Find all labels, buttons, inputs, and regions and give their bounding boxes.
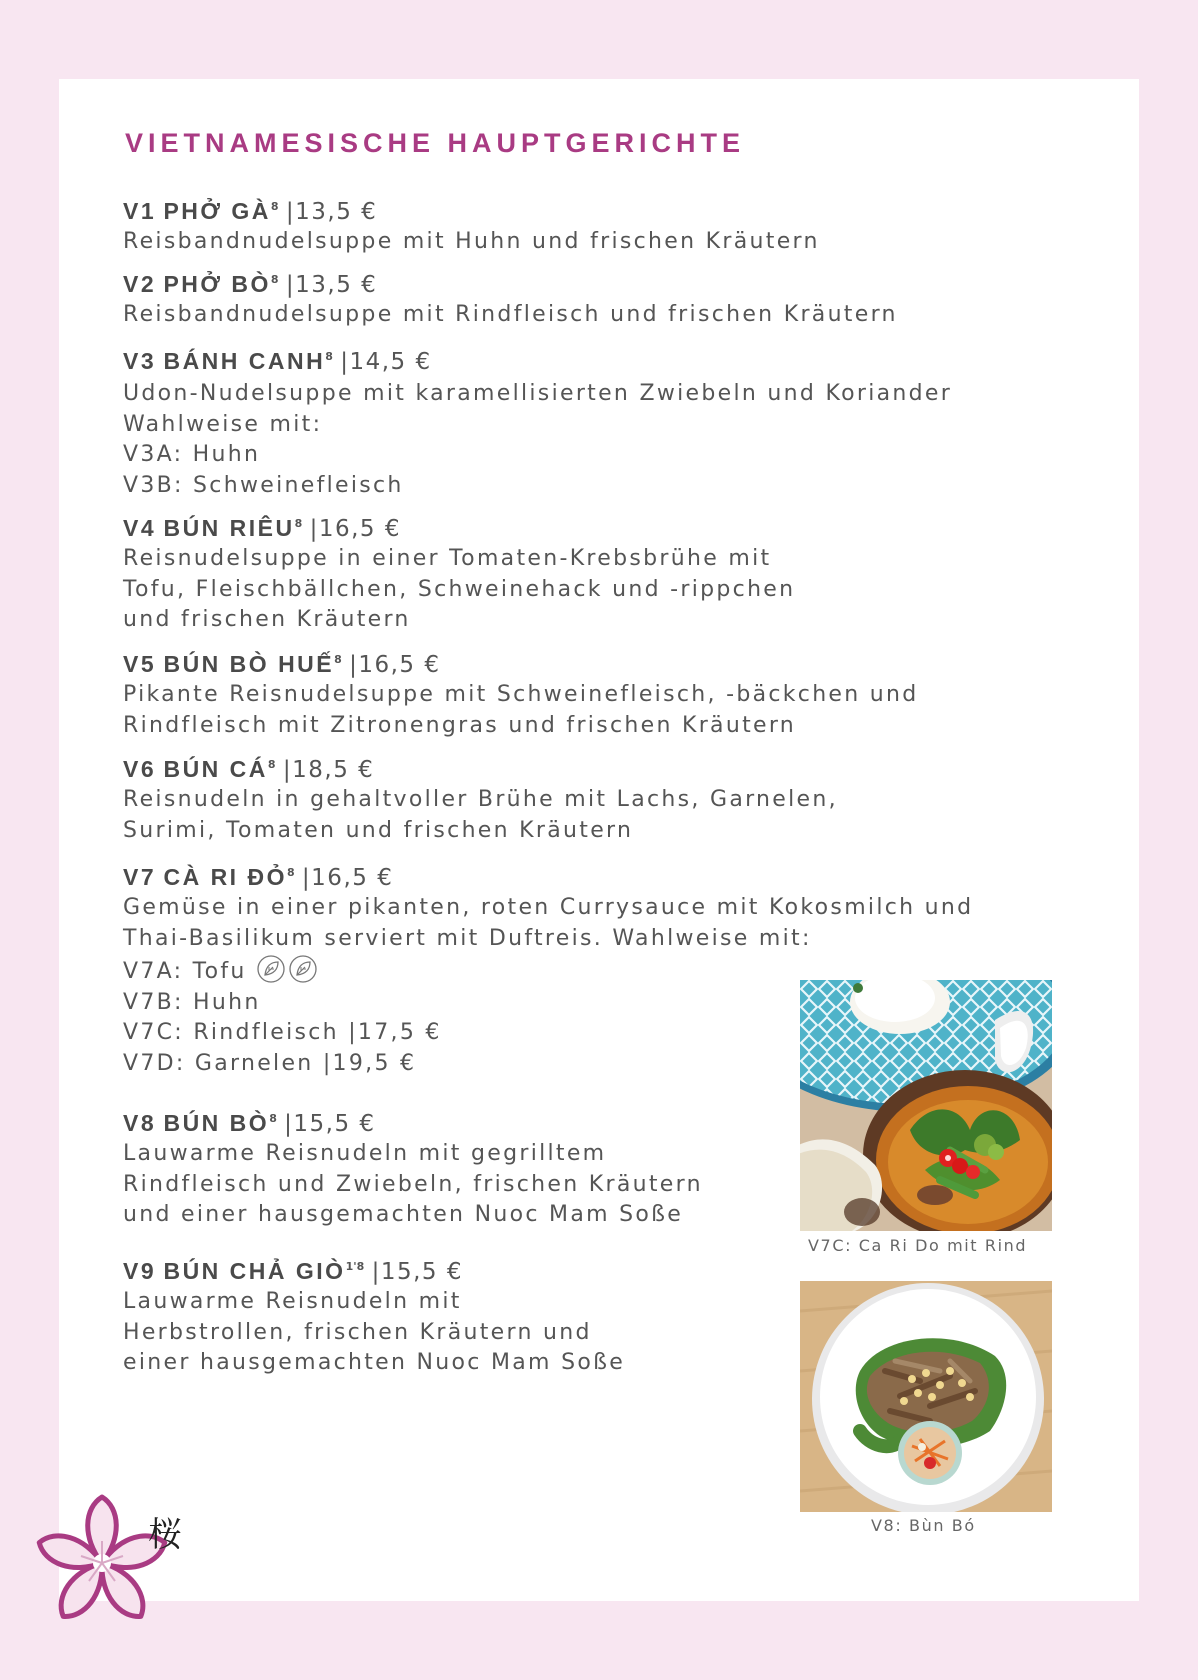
photo-bun-bo — [800, 1281, 1052, 1512]
item-description: Tofu, Fleischbällchen, Schweinehack und -rippchen — [123, 576, 796, 602]
cherry-blossom-logo — [30, 1488, 230, 1638]
item-price: |14,5 € — [340, 349, 432, 375]
item-title: V9 BÚN CHẢ $GIÒ^{1'8}$ |15,5 € — [123, 1258, 463, 1285]
item-title: V5 BÚN BÒ HUẾ$^8$ |16,5 € — [123, 651, 441, 678]
photo-caption: V8: Bùn Bó — [871, 1516, 976, 1535]
item-price: |13,5 € — [285, 272, 378, 298]
item-option-tofu: V7A: Tofu — [123, 954, 1063, 988]
item-price: |16,5 € — [301, 865, 394, 891]
leaf-icon — [256, 954, 286, 984]
item-title: V4 BÚN RIÊU$^8$ |16,5 € — [123, 515, 401, 542]
item-option: V3A: Huhn — [123, 442, 261, 467]
item-title: V8 BÚN $BÒ^8$ |15,5 € — [123, 1110, 376, 1137]
item-title: V7 CÀ RI ĐỎ$^8$ |16,5 € — [123, 864, 394, 891]
item-price: |13,5 € — [285, 199, 378, 225]
section-heading: VIETNAMESISCHE HAUPTGERICHTE — [125, 128, 746, 158]
photo-caption: V7C: Ca Ri Do mit Rind — [808, 1236, 1028, 1255]
leaf-icon — [288, 954, 318, 984]
item-description: und frischen Kräutern — [123, 607, 411, 632]
item-description: Pikante Reisnudelsuppe mit Schweinefleisch, -bäckchen und — [123, 682, 919, 707]
item-price: |15,5 € — [371, 1259, 463, 1285]
item-description: einer hausgemachten Nuoc Mam Soße — [123, 1350, 626, 1375]
menu-item-v5 — [123, 645, 1063, 741]
item-price: |15,5 € — [284, 1111, 376, 1137]
item-description: Udon-Nudelsuppe mit karamellisierten Zwiebeln und Koriander — [123, 381, 953, 406]
item-description: Gemüse in einer pikanten, roten Currysauce mit Kokosmilch und — [123, 895, 974, 920]
item-description: Reisbandnudelsuppe mit Huhn und frischen Kräutern — [123, 229, 820, 254]
item-description: Herbstrollen, frischen Kräutern und — [123, 1319, 592, 1345]
menu-item-v2 — [123, 265, 1063, 331]
item-price: |16,5 € — [349, 652, 441, 678]
item-description: Reisbandnudelsuppe mit Rindfleisch und frischen Kräutern — [123, 302, 898, 327]
item-option: V7D: Garnelen |19,5 € — [123, 1050, 417, 1076]
item-description: Surimi, Tomaten und frischen Kräutern — [123, 817, 634, 843]
item-description: Thai-Basilikum serviert mit Duftreis. Wahlweise mit: — [123, 925, 812, 951]
menu-item-v4 — [123, 509, 1063, 636]
item-description: und einer hausgemachten Nuoc Mam Soße — [123, 1202, 684, 1227]
curry-dish-image — [800, 980, 1052, 1231]
item-title: V3 BÁNH CANH$^8$ |14,5 € — [123, 348, 432, 375]
item-description: Reisnudeln in gehaltvoller Brühe mit Lachs, Garnelen, — [123, 787, 838, 812]
item-description: Rindfleisch mit Zitronengras und frischen Kräutern — [123, 712, 797, 738]
menu-item-v1 — [123, 192, 1063, 258]
item-description: Reisnudelsuppe in einer Tomaten-Krebsbrühe mit — [123, 546, 772, 571]
item-option: V7B: Huhn — [123, 989, 261, 1015]
item-title: V2 PHỞ $BÒ^8$ |13,5 € — [123, 271, 378, 298]
bun-bo-dish-image — [800, 1281, 1052, 1512]
item-option-label: Wahlweise mit: — [123, 411, 323, 437]
item-price: |18,5 € — [282, 757, 375, 783]
item-title: V1 PHỞ $GÀ^8$ |13,5 € — [123, 198, 378, 225]
logo-glyph: 桜 — [148, 1515, 182, 1555]
item-option: V7C: Rindfleisch |17,5 € — [123, 1020, 442, 1045]
menu-item-v3 — [123, 342, 1063, 501]
item-title: V6 BÚN $CÁ^8$ |18,5 € — [123, 756, 375, 783]
menu-item-v6 — [123, 750, 1063, 846]
item-price: |16,5 € — [309, 516, 401, 542]
photo-curry — [800, 980, 1052, 1231]
item-description: Rindfleisch und Zwiebeln, frischen Kräutern — [123, 1171, 703, 1197]
item-description: Lauwarme Reisnudeln mit — [123, 1289, 462, 1314]
item-option: V3B: Schweinefleisch — [123, 472, 404, 498]
item-description: Lauwarme Reisnudeln mit gegrilltem — [123, 1141, 607, 1166]
